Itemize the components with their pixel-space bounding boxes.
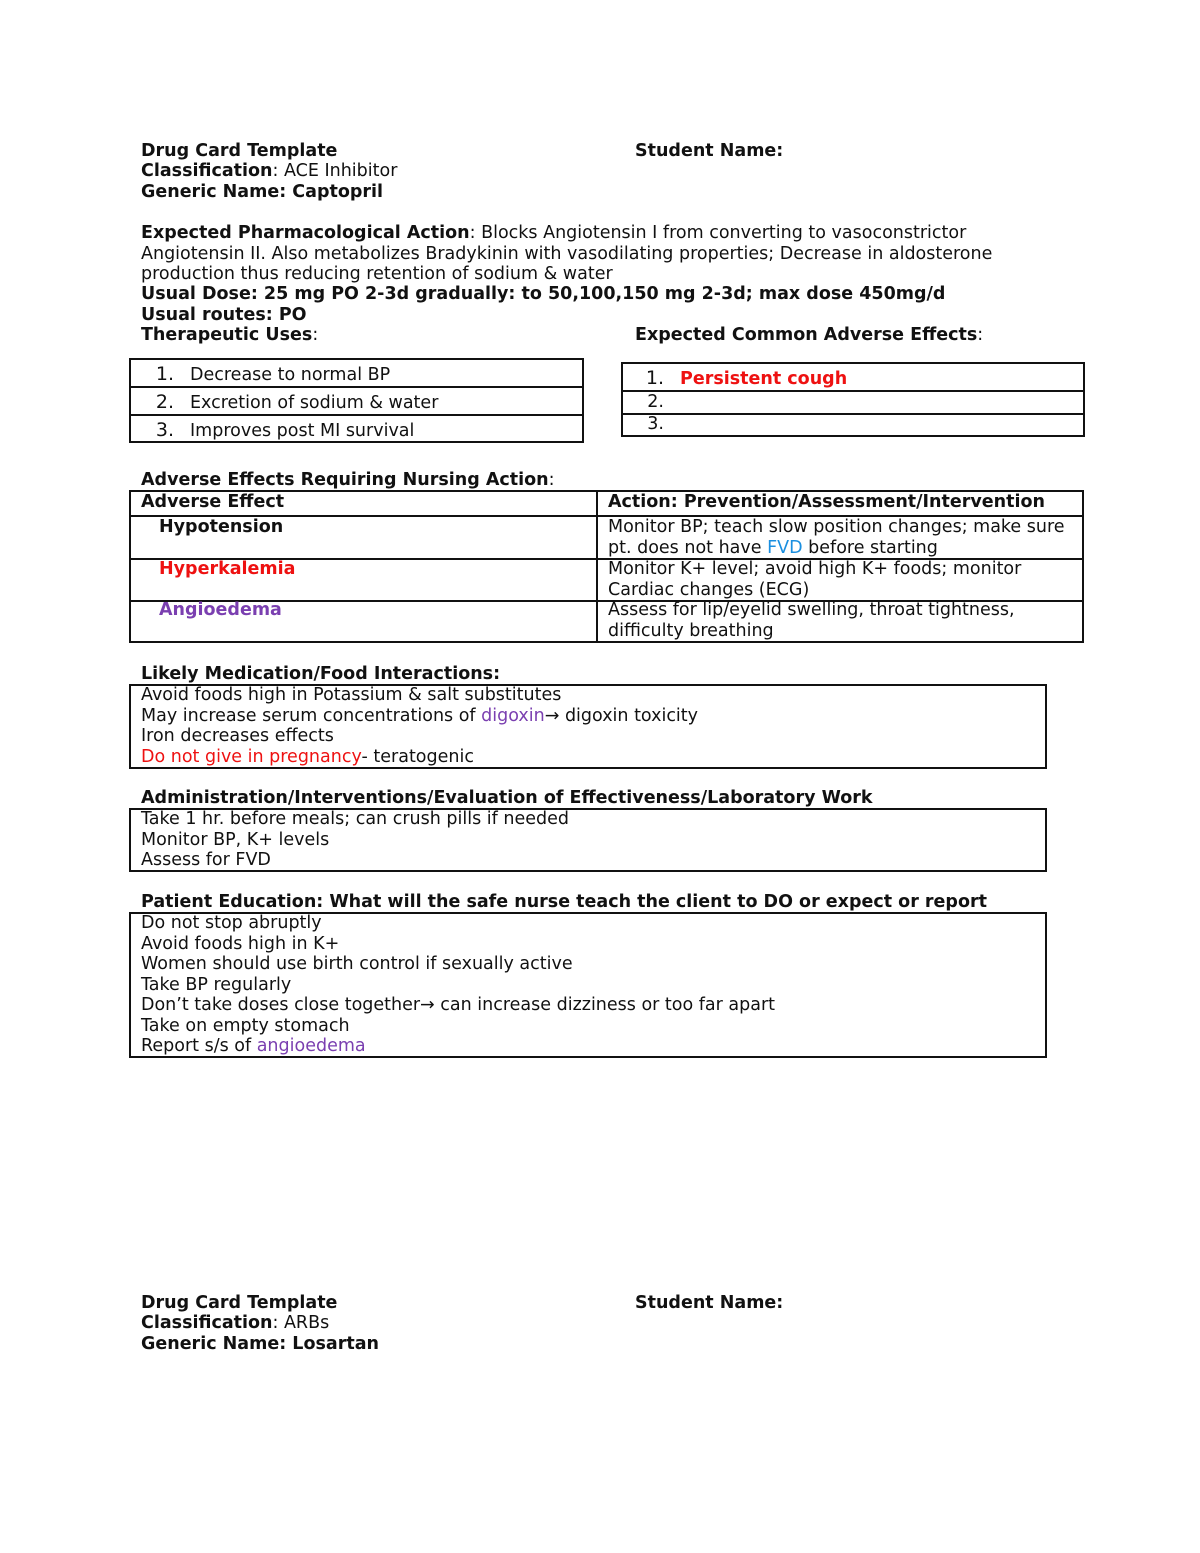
classification-label: Classification (141, 1313, 273, 1333)
action-line: before starting (802, 537, 938, 558)
therapeutic-use-text: Improves post MI survival (190, 421, 415, 441)
action-hyperkalemia (608, 559, 1021, 600)
classification-value: : ARBs (272, 1313, 330, 1333)
education-line: Take BP regularly (141, 974, 292, 995)
action-label: Expected Pharmacological Action (141, 223, 470, 243)
action-angioedema (608, 600, 1015, 641)
classification-label: Classification (141, 161, 273, 181)
education-line: Avoid foods high in K+ (141, 933, 340, 954)
divider (129, 414, 584, 416)
card1-title: Drug Card Template (141, 141, 338, 161)
action-hypotension (608, 517, 1065, 558)
card2-generic-name: Generic Name: Losartan (141, 1334, 379, 1354)
list-number: 3. (155, 419, 174, 441)
table-header-action: Action: Prevention/Assessment/Intervention (608, 492, 1045, 512)
effect-hyperkalemia: Hyperkalemia (159, 559, 296, 579)
common-effect-3 (630, 414, 680, 435)
list-number: 1. (645, 367, 664, 389)
nursing-action-heading (141, 470, 555, 491)
interaction-line: Iron decreases effects (141, 726, 334, 746)
education-line: Take on empty stomach (141, 1015, 350, 1036)
administration-list (141, 809, 569, 871)
list-number: 3. (647, 414, 664, 434)
administration-line: Take 1 hr. before meals; can crush pills if needed (141, 809, 569, 829)
action-line: Monitor BP; teach slow position changes; make sure (608, 517, 1065, 537)
column-divider (596, 490, 598, 643)
card2-title: Drug Card Template (141, 1293, 338, 1313)
action-line: Monitor K+ level; avoid high K+ foods; monitor (608, 559, 1022, 579)
card1-classification (141, 161, 397, 182)
interaction-line: - teratogenic (361, 746, 474, 767)
therapeutic-uses-heading (141, 325, 318, 346)
interaction-digoxin: digoxin (481, 705, 545, 726)
common-effect-text: Persistent cough (680, 369, 848, 389)
therapeutic-use-2 (140, 392, 438, 414)
card2-classification (141, 1313, 329, 1334)
common-adverse-heading (635, 325, 983, 346)
education-line: Report s/s of (141, 1036, 257, 1056)
education-line: Do not stop abruptly (141, 913, 322, 933)
classification-value: : ACE Inhibitor (272, 161, 398, 181)
therapeutic-use-text: Decrease to normal BP (190, 365, 391, 385)
interactions-heading: Likely Medication/Food Interactions: (141, 664, 501, 684)
action-line-3: production thus reducing retention of sodium & water (141, 264, 613, 284)
therapeutic-use-1 (140, 364, 390, 386)
therapeutic-use-text: Excretion of sodium & water (190, 393, 439, 413)
action-line: Assess for lip/eyelid swelling, throat tightness, (608, 600, 1015, 620)
interaction-line: → digoxin toxicity (544, 705, 699, 726)
common-effect-1 (630, 368, 847, 390)
administration-heading: Administration/Interventions/Evaluation of Effectiveness/Laboratory Work (141, 788, 873, 808)
common-adverse-colon: : (977, 325, 984, 345)
list-number: 2. (647, 392, 664, 412)
usual-dose: Usual Dose: 25 mg PO 2-3d gradually: to 50,100,150 mg 2-3d; max dose 450mg/d (141, 284, 946, 304)
nursing-action-colon: : (548, 470, 555, 490)
interaction-line: May increase serum concentrations of (141, 705, 482, 726)
pharmacological-action (141, 223, 1041, 285)
action-line-2: Angiotensin II. Also metabolizes Bradykinin with vasodilating properties; Decrease in aldosterone (141, 243, 993, 264)
action-line: difficulty breathing (608, 620, 774, 641)
common-effect-2 (630, 392, 680, 413)
therapeutic-uses-colon: : (312, 325, 319, 345)
education-list (141, 913, 775, 1057)
list-number: 2. (155, 391, 174, 413)
effect-angioedema: Angioedema (159, 600, 282, 620)
common-adverse-label: Expected Common Adverse Effects (635, 325, 978, 345)
therapeutic-uses-label: Therapeutic Uses (141, 325, 313, 345)
interaction-pregnancy-warning: Do not give in pregnancy (141, 746, 362, 767)
administration-line: Monitor BP, K+ levels (141, 829, 330, 850)
administration-line: Assess for FVD (141, 850, 271, 870)
card1-student-name-label: Student Name: (635, 141, 784, 161)
divider (621, 413, 1085, 415)
action-line-1: : Blocks Angiotensin I from converting to vasoconstrictor (469, 223, 967, 243)
interaction-line: Avoid foods high in Potassium & salt substitutes (141, 685, 562, 705)
list-number: 1. (155, 363, 174, 385)
action-highlight-fvd: FVD (767, 537, 803, 558)
divider (621, 390, 1085, 392)
education-line: Don’t take doses close together→ can increase dizziness or too far apart (141, 995, 776, 1015)
divider (129, 386, 584, 388)
action-line: pt. does not have (608, 537, 768, 558)
effect-hypotension: Hypotension (159, 517, 284, 537)
education-line: Women should use birth control if sexually active (141, 954, 573, 974)
interactions-list (141, 685, 698, 767)
action-line: Cardiac changes (ECG) (608, 579, 810, 600)
card2-student-name-label: Student Name: (635, 1293, 784, 1313)
therapeutic-use-3 (140, 420, 414, 442)
table-header-adverse-effect: Adverse Effect (141, 492, 285, 512)
nursing-action-label: Adverse Effects Requiring Nursing Action (141, 470, 549, 490)
education-heading: Patient Education: What will the safe nurse teach the client to DO or expect or report (141, 892, 987, 912)
card1-generic-name: Generic Name: Captopril (141, 182, 384, 202)
usual-routes: Usual routes: PO (141, 305, 307, 325)
education-angioedema: angioedema (256, 1036, 366, 1056)
